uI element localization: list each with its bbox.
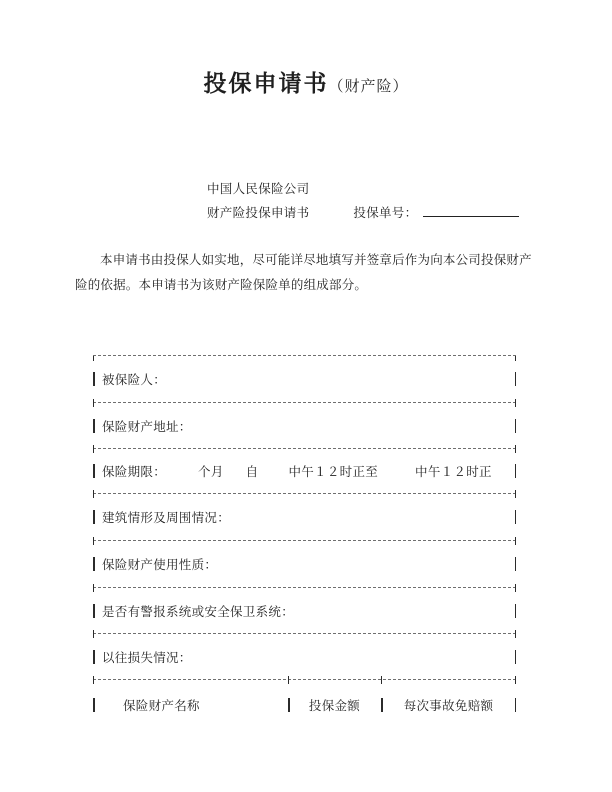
policy-number-label: 投保单号： (353, 206, 418, 220)
row-building-condition (93, 493, 516, 540)
row-property-address-label: 保险财产地址： (102, 419, 192, 434)
border-tick (93, 356, 94, 361)
border-tick (515, 445, 516, 453)
row-previous-losses-label: 以往损失情况： (102, 650, 192, 665)
border-tick (93, 676, 94, 684)
border-tick (515, 630, 516, 638)
row-usage-nature-label: 保险财产使用性质： (102, 558, 218, 572)
border-tick (515, 676, 516, 684)
application-form-table (93, 355, 516, 729)
intro-line-1: 本申请书由投保人如实地，尽可能详尽地填写并签章后作为向本公司投保财产 (100, 253, 532, 267)
period-time-from: 中午１２时正至 (288, 465, 379, 479)
column-header-property-name: 保险财产名称 (123, 698, 200, 713)
period-from: 自 (245, 465, 259, 479)
period-months: 个月 (198, 465, 224, 479)
border-tick (93, 584, 94, 592)
border-tick (93, 399, 94, 407)
intro-line-2: 险的依据。本申请书为该财产险保险单的组成部分。 (75, 278, 368, 292)
row-property-address (93, 402, 516, 448)
row-insured (93, 355, 516, 402)
form-name-line (207, 201, 519, 225)
border-tick (381, 676, 382, 684)
border-tick (93, 630, 94, 638)
border-tick (93, 537, 94, 545)
intro-paragraph (75, 248, 539, 298)
column-header-insured-amount: 投保金额 (308, 698, 361, 713)
company-name: 中国人民保险公司 (207, 182, 310, 196)
border-tick (515, 356, 516, 361)
title-main: 投保申请书 (203, 70, 329, 96)
column-divider (381, 698, 383, 712)
period-time-to: 中午１２时正 (415, 465, 492, 479)
column-divider (288, 698, 290, 712)
row-usage-nature (93, 540, 516, 587)
border-tick (288, 676, 289, 684)
border-tick (93, 445, 94, 453)
period-label: 保险期限： (102, 465, 167, 479)
header-block (207, 177, 519, 225)
row-insurance-period (93, 448, 516, 493)
row-alarm-system-label: 是否有警报系统或安全保卫系统： (102, 604, 295, 619)
border-tick (93, 490, 94, 498)
page-title (0, 68, 612, 102)
policy-number-blank (423, 203, 519, 217)
form-name: 财产险投保申请书 (207, 206, 310, 220)
row-alarm-system (93, 587, 516, 633)
border-tick (515, 399, 516, 407)
row-building-condition-label: 建筑情形及周围情况： (102, 511, 231, 525)
row-previous-losses (93, 633, 516, 679)
border-tick (515, 490, 516, 498)
column-header-deductible: 每次事故免赔额 (403, 698, 494, 713)
border-tick (515, 537, 516, 545)
row-column-headers (93, 679, 516, 729)
title-paren: （财产险） (328, 79, 409, 95)
row-insured-label: 被保险人： (102, 373, 167, 387)
border-tick (515, 584, 516, 592)
